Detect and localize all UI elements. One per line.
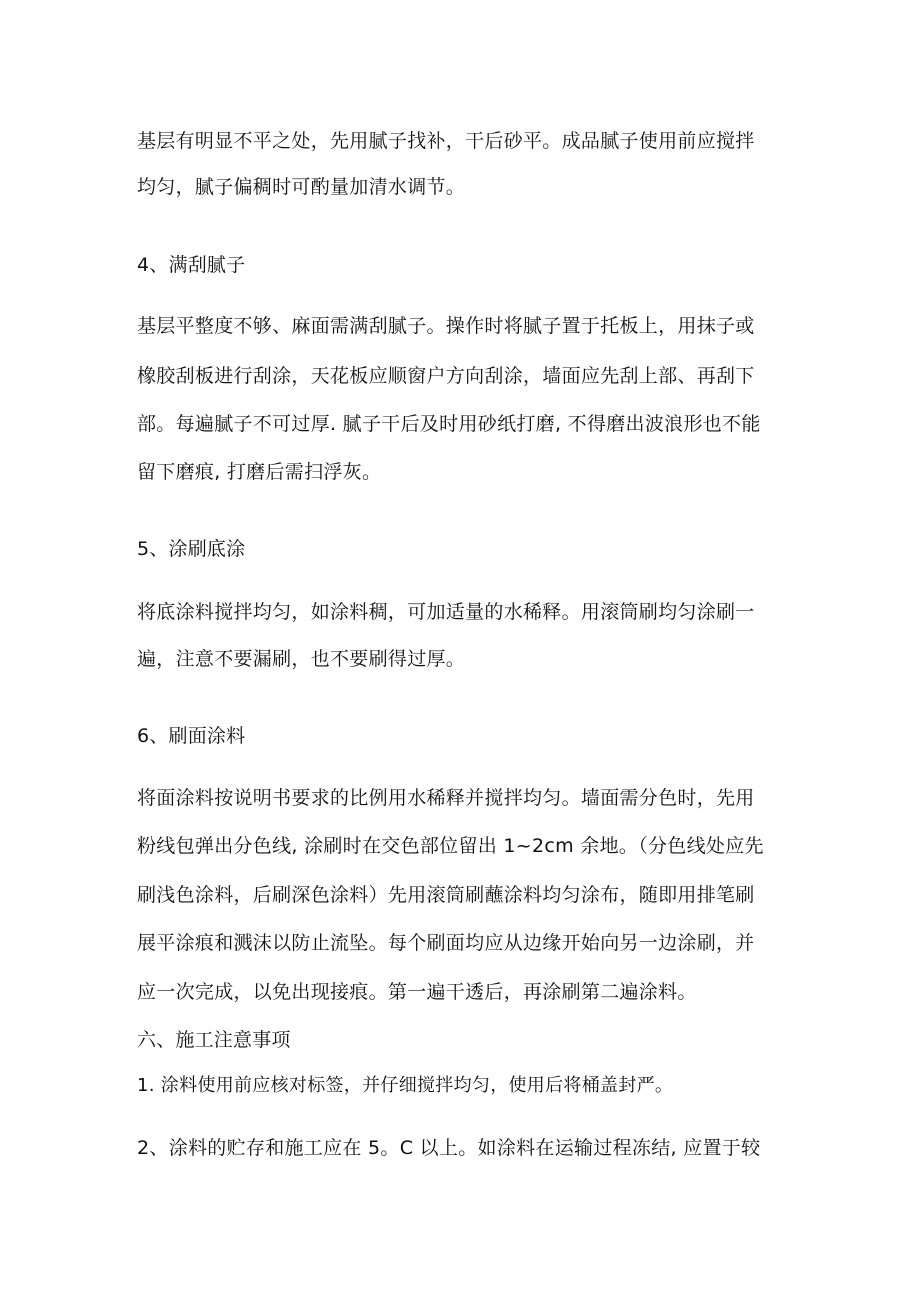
paragraph-line: 遍，注意不要漏刷，也不要刷得过厚。 (137, 648, 466, 670)
section-heading-step-5: 5、涂刷底涂 (137, 538, 246, 560)
paragraph-line: 刷浅色涂料，后刷深色涂料）先用滚筒刷蘸涂料均匀涂布，随即用排笔刷 (137, 884, 755, 906)
section-heading-step-4: 4、满刮腻子 (137, 254, 246, 276)
paragraph-line: 粉线包弹出分色线, 涂刷时在交色部位留出 1~2cm 余地。（分色线处应先 (137, 835, 764, 857)
paragraph-line: 将底涂料搅拌均匀，如涂料稠，可加适量的水稀释。用滚筒刷均匀涂刷一 (137, 601, 755, 623)
section-heading-step-6: 6、刷面涂料 (137, 725, 246, 747)
paragraph-line: 将面涂料按说明书要求的比例用水稀释并搅拌均匀。墙面需分色时，先用 (137, 787, 755, 809)
paragraph-line: 基层有明显不平之处，先用腻子找补，干后砂平。成品腻子使用前应搅拌 (137, 130, 755, 152)
paragraph-line: 基层平整度不够、麻面需满刮腻子。操作时将腻子置于托板上，用抹子或 (137, 315, 755, 337)
note-item-1: 1. 涂料使用前应核对标签，并仔细搅拌均匀，使用后将桶盖封严。 (137, 1075, 674, 1096)
paragraph-line: 均匀，腻子偏稠时可酌量加清水调节。 (137, 176, 466, 198)
section-heading-construction-notes: 六、施工注意事项 (137, 1029, 291, 1051)
paragraph-line: 应一次完成，以免出现接痕。第一遍干透后，再涂刷第二遍涂料。 (137, 981, 697, 1003)
paragraph-line: 展平涂痕和溅沫以防止流坠。每个刷面均应从边缘开始向另一边涂刷，并 (137, 932, 755, 954)
paragraph-line: 部。每遍腻子不可过厚. 腻子干后及时用砂纸打磨, 不得磨出波浪形也不能 (137, 413, 761, 435)
note-item-2: 2、涂料的贮存和施工应在 5。C 以上。如涂料在运输过程冻结, 应置于较 (137, 1137, 761, 1159)
paragraph-line: 橡胶刮板进行刮涂，天花板应顺窗户方向刮涂，墙面应先刮上部、再刮下 (137, 365, 755, 387)
paragraph-line: 留下磨痕, 打磨后需扫浮灰。 (137, 461, 382, 483)
